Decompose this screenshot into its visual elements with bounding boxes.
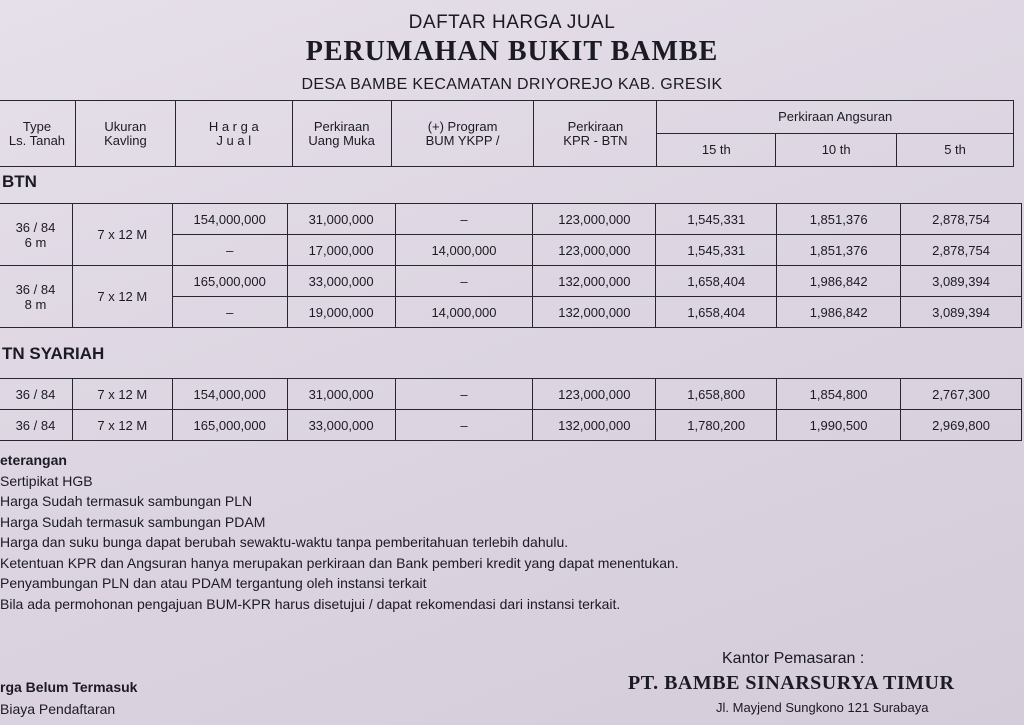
- table-row: [0, 410, 1022, 441]
- angsuran-5-cell: 2,878,754: [901, 204, 1022, 235]
- excluded-item: Biaya Pendaftaran: [0, 701, 116, 717]
- uang-muka-cell: 19,000,000: [287, 297, 395, 328]
- kpr-cell: 132,000,000: [533, 266, 656, 297]
- angsuran-10-cell: 1,990,500: [777, 410, 901, 441]
- type-cell: 36 / 84 6 m: [0, 204, 72, 266]
- kpr-cell: 123,000,000: [533, 379, 656, 410]
- location-line: DESA BAMBE KECAMATAN DRIYOREJO KAB. GRESIK: [301, 76, 723, 93]
- note-item: Harga dan suku bunga dapat berubah sewaktu-waktu tanpa pemberitahuan terlebih dahulu.: [0, 534, 569, 550]
- harga-cell: 165,000,000: [172, 410, 287, 441]
- ukuran-cell: 7 x 12 M: [72, 266, 172, 328]
- angsuran-15-cell: 1,658,404: [656, 266, 777, 297]
- col-ukuran: Ukuran Kavling: [75, 101, 175, 167]
- btn-table: [0, 203, 1022, 328]
- angsuran-5-cell: 2,767,300: [901, 379, 1022, 410]
- type-cell: 36 / 84: [0, 379, 72, 410]
- angsuran-5-cell: 3,089,394: [901, 297, 1022, 328]
- col-type: Type Ls. Tanah: [0, 101, 75, 167]
- table-row: [0, 266, 1022, 297]
- program-cell: –: [395, 410, 533, 441]
- kpr-cell: 132,000,000: [533, 410, 656, 441]
- angsuran-15-cell: 1,658,800: [656, 379, 777, 410]
- btn-syariah-table: [0, 378, 1022, 441]
- column-header-table: [0, 100, 1014, 167]
- col-10th: 10 th: [776, 134, 897, 167]
- harga-cell: 154,000,000: [172, 204, 287, 235]
- uang-muka-cell: 31,000,000: [287, 204, 395, 235]
- angsuran-15-cell: 1,545,331: [656, 204, 777, 235]
- section-btn: BTN: [2, 172, 37, 191]
- angsuran-10-cell: 1,854,800: [777, 379, 901, 410]
- angsuran-10-cell: 1,986,842: [777, 266, 901, 297]
- harga-cell: 154,000,000: [172, 379, 287, 410]
- col-uang-muka: Perkiraan Uang Muka: [292, 101, 391, 167]
- table-row: [0, 204, 1022, 235]
- kpr-cell: 123,000,000: [533, 235, 656, 266]
- notes-section: [0, 450, 679, 614]
- excluded-costs: [0, 676, 137, 720]
- ukuran-cell: 7 x 12 M: [72, 410, 172, 441]
- uang-muka-cell: 33,000,000: [287, 410, 395, 441]
- angsuran-10-cell: 1,851,376: [777, 204, 901, 235]
- angsuran-15-cell: 1,780,200: [656, 410, 777, 441]
- note-item: Harga Sudah termasuk sambungan PLN: [0, 493, 253, 509]
- ukuran-cell: 7 x 12 M: [72, 204, 172, 266]
- uang-muka-cell: 31,000,000: [287, 379, 395, 410]
- angsuran-15-cell: 1,545,331: [656, 235, 777, 266]
- angsuran-15-cell: 1,658,404: [656, 297, 777, 328]
- col-15th: 15 th: [657, 134, 776, 167]
- harga-cell: 165,000,000: [172, 266, 287, 297]
- company-address: Jl. Mayjend Sungkono 121 Surabaya: [716, 700, 929, 715]
- angsuran-5-cell: 3,089,394: [901, 266, 1022, 297]
- housing-title: PERUMAHAN BUKIT BAMBE: [305, 36, 719, 67]
- program-cell: –: [395, 266, 533, 297]
- angsuran-5-cell: 2,878,754: [901, 235, 1022, 266]
- program-cell: –: [395, 379, 533, 410]
- type-cell: 36 / 84: [0, 410, 72, 441]
- type-cell: 36 / 84 8 m: [0, 266, 72, 328]
- marketing-office-label: Kantor Pemasaran :: [722, 650, 865, 667]
- ukuran-cell: 7 x 12 M: [72, 379, 172, 410]
- col-angsuran: Perkiraan Angsuran: [657, 101, 1014, 134]
- program-cell: 14,000,000: [395, 235, 533, 266]
- kpr-cell: 132,000,000: [533, 297, 656, 328]
- angsuran-5-cell: 2,969,800: [901, 410, 1022, 441]
- section-btn-syariah: TN SYARIAH: [2, 344, 105, 363]
- col-harga: H a r g a J u a l: [175, 101, 292, 167]
- program-cell: –: [395, 204, 533, 235]
- document-heading: DAFTAR HARGA JUAL: [408, 12, 616, 33]
- col-5th: 5 th: [897, 134, 1014, 167]
- col-kpr: Perkiraan KPR - BTN: [534, 101, 657, 167]
- note-item: Ketentuan KPR dan Angsuran hanya merupakan perkiraan dan Bank pemberi kredit yang dapat menentukan.: [0, 554, 679, 571]
- table-row: [0, 379, 1022, 410]
- angsuran-10-cell: 1,851,376: [777, 235, 901, 266]
- harga-cell: –: [172, 235, 287, 266]
- program-cell: 14,000,000: [395, 297, 533, 328]
- harga-cell: –: [172, 297, 287, 328]
- notes-title: eterangan: [0, 452, 67, 468]
- note-item: Bila ada permohonan pengajuan BUM-KPR harus disetujui / dapat rekomendasi dari instansi terkait.: [0, 595, 621, 612]
- note-item: Penyambungan PLN dan atau PDAM tergantung oleh instansi terkait: [0, 575, 427, 591]
- angsuran-10-cell: 1,986,842: [777, 297, 901, 328]
- kpr-cell: 123,000,000: [533, 204, 656, 235]
- col-program: (+) Program BUM YKPP /: [391, 101, 534, 167]
- note-item: Sertipikat HGB: [0, 472, 93, 489]
- uang-muka-cell: 17,000,000: [287, 235, 395, 266]
- uang-muka-cell: 33,000,000: [287, 266, 395, 297]
- company-name: PT. BAMBE SINARSURYA TIMUR: [628, 672, 955, 694]
- excluded-title: rga Belum Termasuk: [0, 679, 138, 695]
- note-item: Harga Sudah termasuk sambungan PDAM: [0, 513, 266, 530]
